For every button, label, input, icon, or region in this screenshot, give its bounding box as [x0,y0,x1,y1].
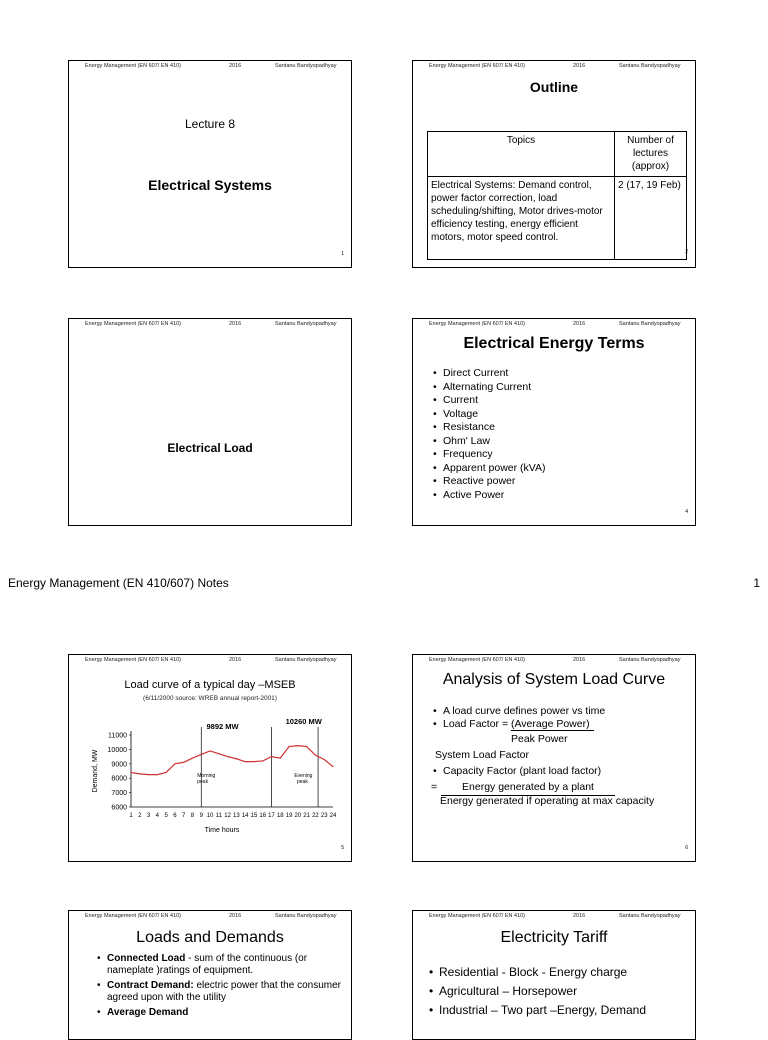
tariff-list [427,963,646,1020]
data-point [315,755,316,756]
lecture-number: Lecture 8 [184,117,236,131]
y-tick-label: 11000 [108,732,127,740]
equals-sign: = [431,781,438,793]
slide-8 [412,910,696,1040]
chart-title: Load curve of a typical day –MSEB [124,679,296,691]
slide-number: 5 [341,845,344,851]
chart-subtitle: (6/11/2000 source: WREB annual report-2001) [143,695,277,702]
x-tick-label: 12 [224,813,231,819]
capacity-factor-denominator: Energy generated if operating at max capacity [440,795,655,807]
load-factor-content [431,705,691,808]
load-curve-line [131,746,333,775]
data-point [166,772,167,773]
slide-title: Analysis of System Load Curve [442,671,666,688]
slide-number: 6 [685,845,688,851]
data-point [209,750,210,751]
x-tick-label: 14 [241,813,249,819]
cell-topic: Electrical Systems: Demand control, power factor correction, load scheduling/shifting, Motor drives-motor efficiency testing, energy efficient motors, motor speed control. [428,177,615,260]
x-tick-label: 6 [173,813,177,819]
y-axis-label: Demand, MW [92,749,99,793]
x-tick-label: 7 [182,813,186,819]
bullet-text: A load curve defines power vs time [443,705,606,717]
definition: electric power that the consumer agreed upon with the utility [107,980,341,1003]
header-course: Energy Management (EN 607/ EN 410) [85,913,181,919]
evening-peak-label: Evening [294,772,313,779]
bullet-capacity-factor: • Capacity Factor (plant load factor) [433,765,602,777]
footer-page-number: 1 [753,576,760,590]
morning-peak-label: peak [197,778,209,785]
data-point [148,774,149,775]
x-axis-label: Time hours [204,827,240,834]
data-point [192,757,193,758]
header-year: 2016 [229,657,242,663]
term: Contract Demand: [107,980,194,991]
list-item: • Agricultural – Horsepower [427,982,646,1001]
header-year: 2016 [573,321,586,327]
slide-title: Electrical Load [167,441,253,455]
x-tick-label: 20 [294,813,302,819]
capacity-factor-equation [431,781,691,795]
x-tick-label: 10 [206,813,214,819]
header-course: Energy Management (EN 607/ EN 410) [85,657,181,663]
item-average-demand: • Average Demand [97,1007,189,1018]
data-point [306,746,307,747]
bullet-load-curve: • A load curve defines power vs time [433,705,606,717]
data-point [245,761,246,762]
slide-4 [412,318,696,526]
load-factor-label: Load Factor = [443,718,511,730]
list-item: • Alternating Current [431,381,546,395]
y-tick-label: 6000 [111,804,127,812]
peak2-label: 10260 MW [285,717,322,726]
header-course: Energy Management (EN 607/ EN 410) [429,913,525,919]
header-year: 2016 [229,63,242,69]
header-year: 2016 [573,657,586,663]
data-point [271,756,272,757]
slide-header [69,321,351,330]
data-point [218,753,219,754]
list-item: • Ohm' Law [431,435,546,449]
data-point [201,754,202,755]
col-topics: Topics [428,132,615,177]
slide-header [413,63,695,72]
header-author: Santanu Bandyopadhyay [275,321,337,327]
data-point [253,761,254,762]
header-year: 2016 [573,913,586,919]
load-curve-chart [69,655,352,862]
header-author: Santanu Bandyopadhyay [275,913,337,919]
slide-title: Outline [529,79,579,95]
list-item: • Frequency [431,448,546,462]
slide-7 [68,910,352,1040]
peak1-label: 9892 MW [206,722,239,731]
demand-list [95,953,345,1019]
slide-header [413,657,695,666]
slide-6 [412,654,696,862]
header-year: 2016 [229,913,242,919]
slide-header [413,913,695,922]
item-connected-load: • Connected Load - sum of the continuous (or nameplate )ratings of equipment. [97,953,308,976]
system-load-factor-label: System Load Factor [435,749,529,761]
slide-title: Electrical Systems [148,177,272,193]
x-tick-label: 11 [215,813,222,819]
data-point [130,772,131,773]
slide-title: Electricity Tariff [500,929,608,946]
data-point [324,759,325,760]
term: Connected Load [107,953,186,964]
y-tick-label: 9000 [111,761,127,769]
x-tick-label: 9 [199,813,203,819]
x-tick-label: 21 [303,813,310,819]
data-point [262,760,263,761]
slide-number: 2 [685,249,688,255]
list-item: • Industrial – Two part –Energy, Demand [427,1001,646,1020]
list-item: • Reactive power [431,475,546,489]
list-item: • Current [431,394,546,408]
x-tick-label: 19 [285,813,293,819]
bullet-load-factor: • Load Factor = (Average Power) [431,718,691,731]
load-factor-numerator: (Average Power) [511,718,594,731]
x-tick-label: 24 [329,813,337,819]
x-tick-label: 8 [190,813,195,819]
x-tick-label: 13 [233,813,240,819]
x-tick-label: 3 [146,813,151,819]
slide-title: Electrical Energy Terms [463,335,645,352]
outline-table [427,131,687,260]
slide-2 [412,60,696,268]
data-point [183,762,184,763]
list-item: • Apparent power (kVA) [431,462,546,476]
header-course: Energy Management (EN 607/ EN 410) [429,657,525,663]
terms-list [431,367,546,502]
morning-peak-label: Morning [197,772,216,779]
data-point [227,756,228,757]
load-factor-denominator: Peak Power [511,733,568,745]
capacity-factor-numerator: Energy generated by a plant [441,781,615,796]
list-item: • Voltage [431,408,546,422]
slide-number: 1 [341,251,344,257]
data-point [139,773,140,774]
data-point [280,757,281,758]
header-author: Santanu Bandyopadhyay [275,657,337,663]
list-item: • Resistance [431,421,546,435]
x-tick-label: 16 [259,813,267,819]
x-tick-label: 2 [138,813,142,819]
x-tick-label: 18 [276,813,284,819]
header-author: Santanu Bandyopadhyay [619,913,681,919]
header-course: Energy Management (EN 607/ EN 410) [85,321,181,327]
list-item: • Direct Current [431,367,546,381]
y-tick-label: 10000 [107,746,127,754]
slide-5 [68,654,352,862]
header-year: 2016 [573,63,586,69]
x-tick-label: 17 [268,813,275,819]
data-point [236,758,237,759]
data-point [157,774,158,775]
header-year: 2016 [229,321,242,327]
header-course: Energy Management (EN 607/ EN 410) [429,63,525,69]
header-course: Energy Management (EN 607/ EN 410) [429,321,525,327]
header-author: Santanu Bandyopadhyay [275,63,337,69]
slide-1 [68,60,352,268]
data-point [288,746,289,747]
col-lectures: Number of lectures (approx) [615,132,687,177]
x-tick-label: 1 [129,813,133,819]
definition: - sum of the continuous (or nameplate )ratings of equipment. [107,953,308,976]
header-author: Santanu Bandyopadhyay [619,657,681,663]
x-tick-label: 23 [320,813,328,819]
slide-3 [68,318,352,526]
item-contract-demand: • Contract Demand: electric power that the consumer agreed upon with the utility [97,980,341,1003]
list-item: • Residential - Block - Energy charge [427,963,646,982]
term: Average Demand [107,1007,189,1018]
slide-header [413,321,695,330]
x-tick-label: 22 [312,813,319,819]
slide-number: 4 [685,509,688,515]
data-point [332,766,333,767]
footer-title: Energy Management (EN 410/607) Notes [8,576,229,590]
cell-count: 2 (17, 19 Feb) [615,177,687,260]
data-point [297,745,298,746]
list-item: • Active Power [431,489,546,503]
header-author: Santanu Bandyopadhyay [619,321,681,327]
x-tick-label: 4 [155,813,160,819]
bullet-text: Capacity Factor (plant load factor) [443,765,602,777]
data-point [174,763,175,764]
slide-header [69,913,351,922]
header-course: Energy Management (EN 607/ EN 410) [85,63,181,69]
evening-peak-label: peak [296,778,308,785]
x-tick-label: 15 [250,813,258,819]
x-tick-label: 5 [164,813,168,819]
y-tick-label: 7000 [111,790,127,798]
header-author: Santanu Bandyopadhyay [619,63,681,69]
slide-header [69,63,351,72]
y-tick-label: 8000 [111,775,127,783]
slide-title: Loads and Demands [136,929,284,946]
